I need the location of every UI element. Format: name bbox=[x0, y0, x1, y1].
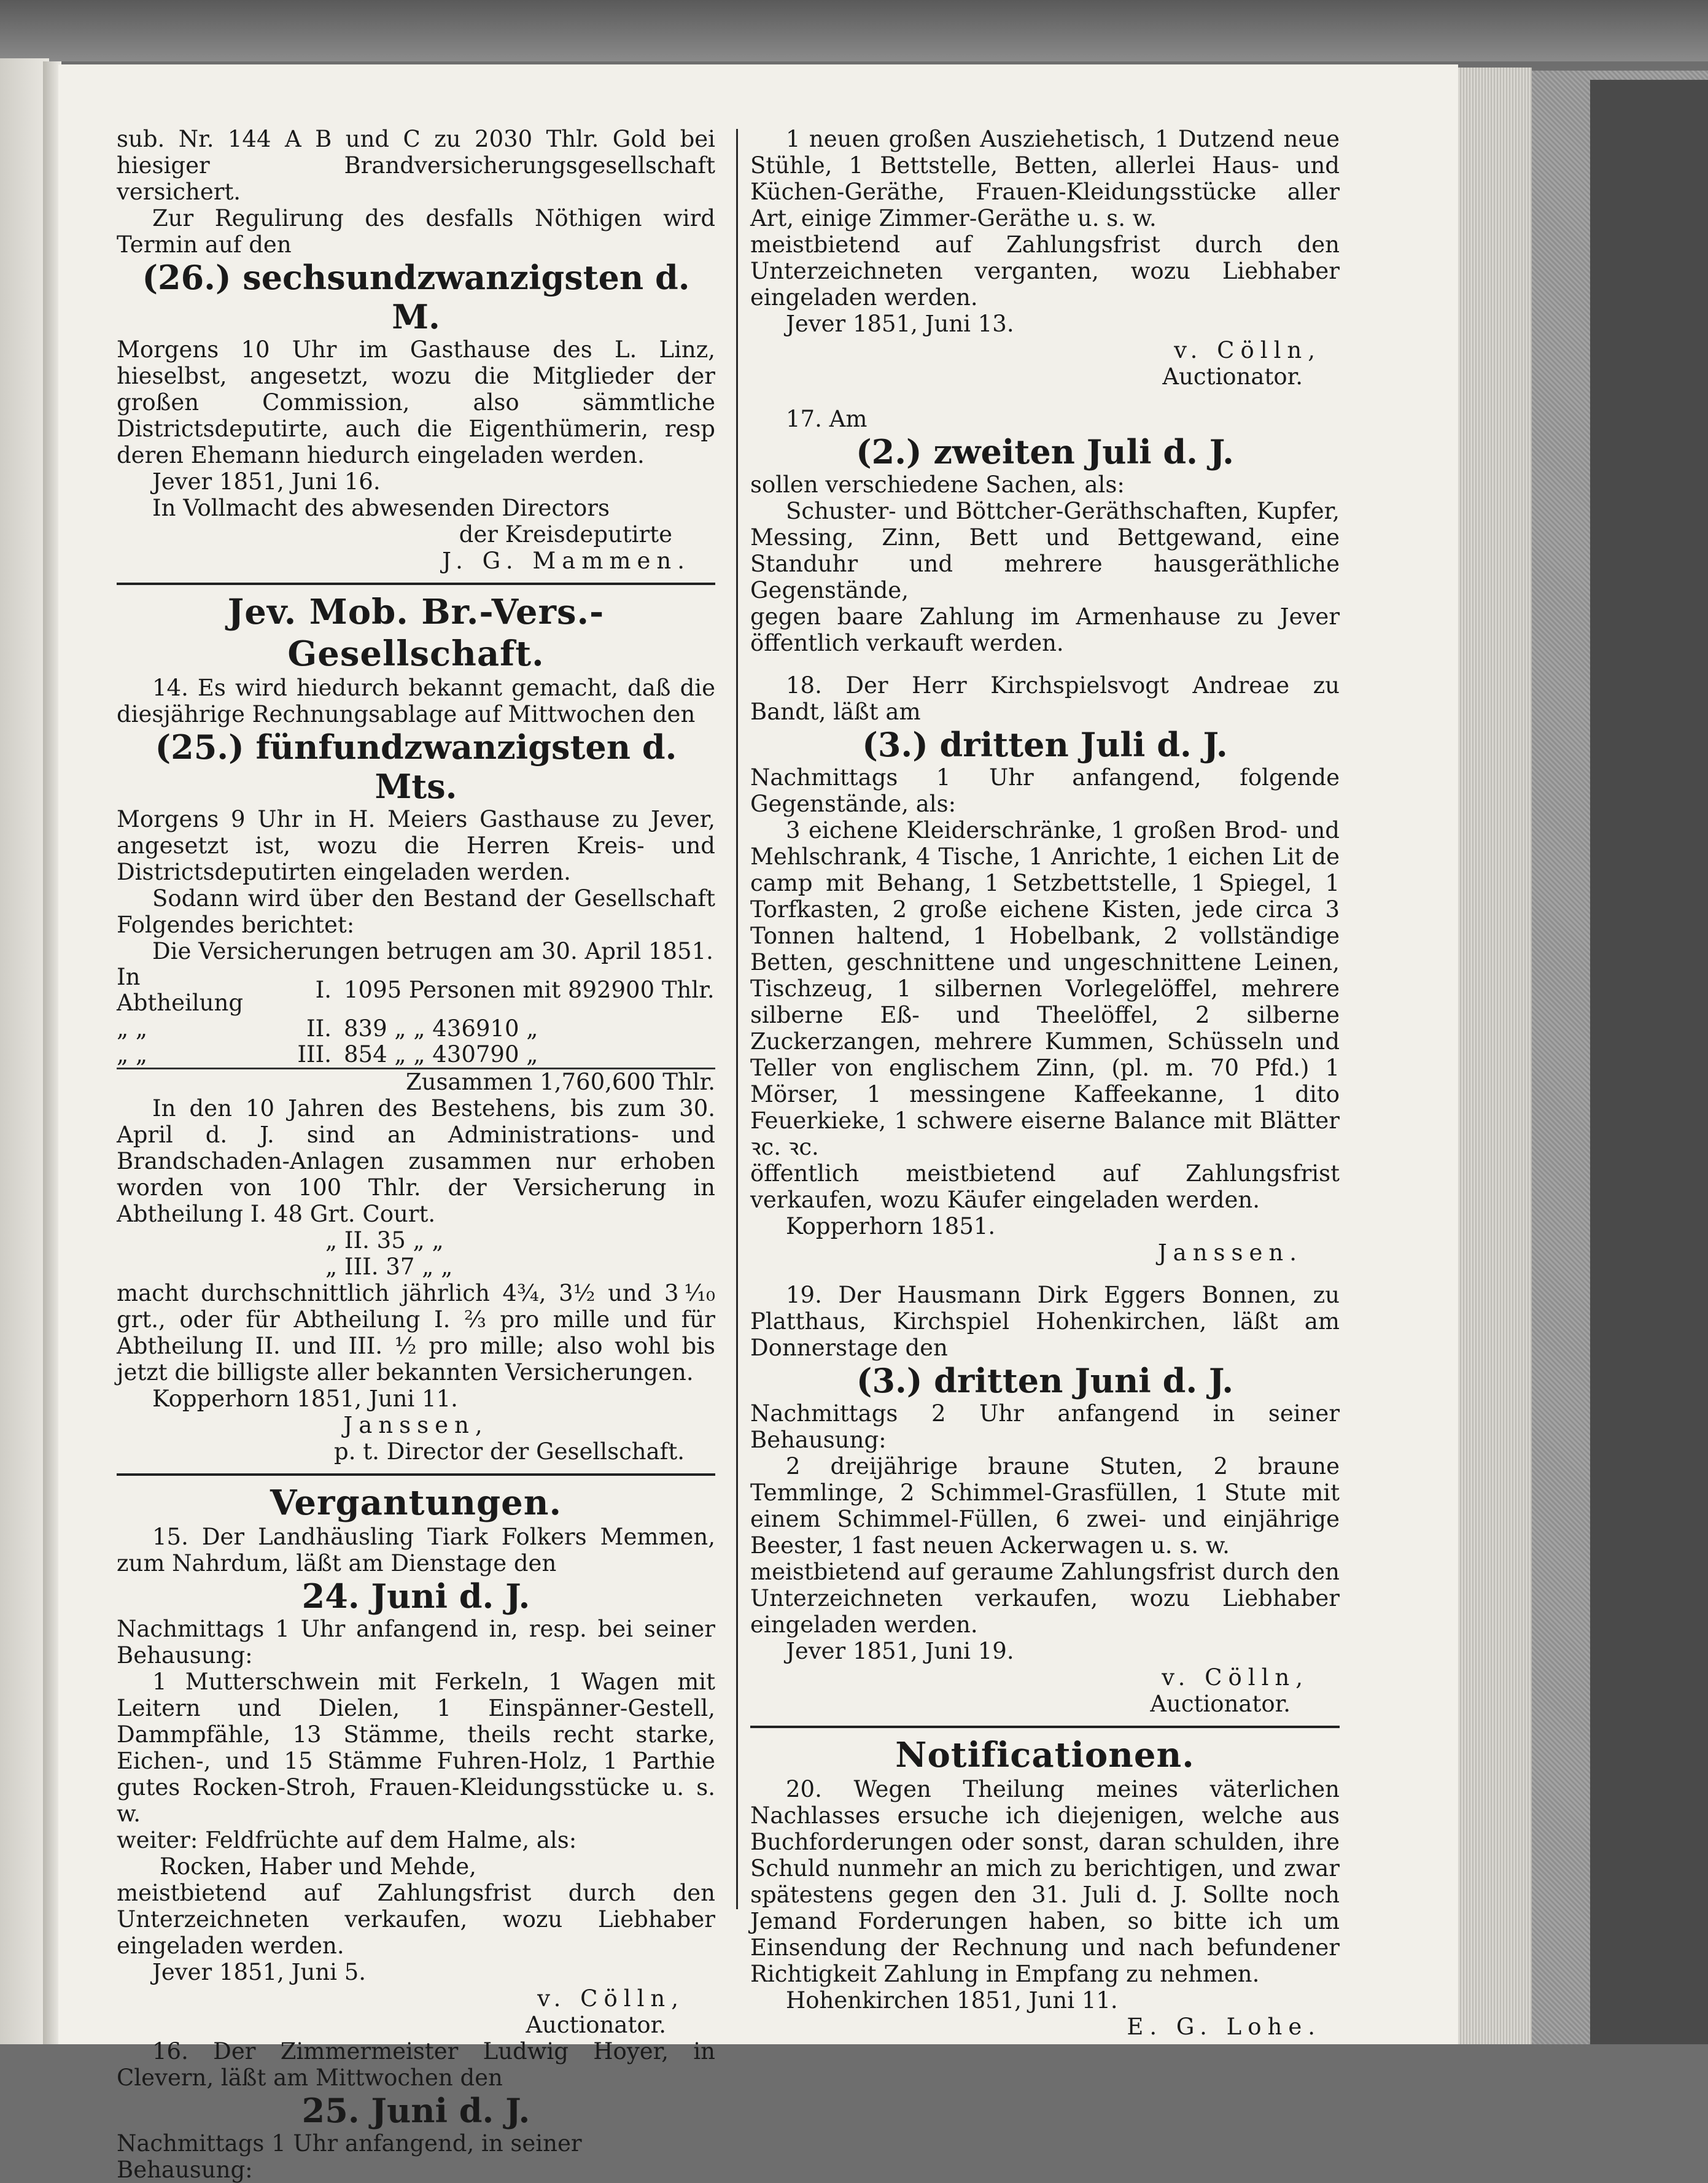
paragraph: gegen baare Zahlung im Armenhause zu Jever öffentlich verkauft werden. bbox=[750, 603, 1340, 656]
table-total: Zusammen 1,760,600 Thlr. bbox=[117, 1069, 715, 1096]
paragraph: „ III. 37 „ „ bbox=[325, 1254, 453, 1280]
table-row bbox=[117, 964, 715, 1016]
auction-date: 24. Juni d. J. bbox=[301, 1576, 530, 1616]
spacer bbox=[750, 1266, 1340, 1282]
spacer bbox=[750, 656, 1340, 672]
auction-date: (26.) sechsundzwanzigsten d. M. bbox=[142, 258, 690, 336]
signature-line: der Kreisdeputirte bbox=[459, 521, 672, 548]
paragraph: meistbietend auf Zahlungsfrist durch den Unterzeichneten verganten, wozu Liebhaber eingeladen werden. bbox=[750, 231, 1340, 311]
paragraph: Die Versicherungen betrugen am 30. April 1851. bbox=[152, 938, 713, 964]
signature-name: Janssen. bbox=[1157, 1239, 1303, 1266]
paragraph: 1 neuen großen Ausziehetisch, 1 Dutzend neue Stühle, 1 Bettstelle, Betten, allerlei Haus- und Küchen-Geräthe, Frauen-Kleidungsstücke aller Art, einige Zimmer-Geräthe u. s. w. bbox=[750, 126, 1340, 231]
signature-line: Auctionator. bbox=[526, 2012, 666, 2038]
paragraph: Nachmittags 2 Uhr anfangend in seiner Behausung: bbox=[750, 1400, 1340, 1453]
scan-background bbox=[0, 0, 1708, 61]
facing-page-edge bbox=[0, 58, 49, 2044]
paragraph: 3 eichene Kleiderschränke, 1 großen Brod- und Mehlschrank, 4 Tische, 1 Anrichte, 1 eichen Lit de camp mit Behang, 1 Setzbettstelle, 1 Spiegel, 1 Torfkasten, 2 große eichene Kisten, jede circa 3 Tonnen haltend, 1 Hobelbank, 2 vollständige Betten, geschnittene und ungeschnittene Leinen, Tischzeug, 1 silbernen Vorlegelöffel, mehrere silberne Eß- und Theelöffel, 2 silberne Zuckerzangen, mehrere Kummen, Schüsseln und Teller von englischem Zinn, (pl. m. 70 Pfd.) 1 Mörser, 1 messingene Kaffeekanne, 1 dito Feuerkieke, 1 schwere eiserne Balance mit Blätter ꝛc. ꝛc. bbox=[750, 817, 1340, 1160]
auction-date: (3.) dritten Juni d. J. bbox=[856, 1361, 1234, 1400]
signature-name: v. Cölln, bbox=[537, 1985, 685, 2012]
signature-name: v. Cölln, bbox=[1162, 1664, 1309, 1691]
paragraph: Rocken, Haber und Mehde, bbox=[160, 1853, 476, 1880]
table-cell: II. bbox=[306, 1015, 332, 1042]
table-cell: In Abtheilung bbox=[117, 964, 244, 1016]
scan-margin bbox=[1590, 80, 1708, 2044]
paragraph: meistbietend auf geraume Zahlungsfrist durch den Unterzeichneten verkaufen, wozu Liebhaber eingeladen werden. bbox=[750, 1559, 1340, 1638]
place-date: Kopperhorn 1851. bbox=[786, 1213, 996, 1239]
paragraph: 15. Der Landhäusling Tiark Folkers Memmen, zum Nahrdum, läßt am Dienstage den bbox=[117, 1524, 715, 1576]
paragraph: 1 Mutterschwein mit Ferkeln, 1 Wagen mit Leitern und Dielen, 1 Einspänner-Gestell, Dammpfähle, 13 Stämme, theils recht starke, Eichen-, und 15 Stämme Fuhren-Holz, 1 Parthie gutes Rocken-Stroh, Frauen-Kleidungsstücke u. s. w. bbox=[117, 1669, 715, 1827]
paragraph: sollen verschiedene Sachen, als: bbox=[750, 471, 1125, 498]
place-date: Hohenkirchen 1851, Juni 11. bbox=[786, 1987, 1118, 2014]
section-rule bbox=[117, 583, 715, 585]
paragraph: Nachmittags 1 Uhr anfangend, in seiner Behausung: bbox=[117, 2130, 582, 2183]
section-heading: Vergantungen. bbox=[270, 1483, 562, 1523]
insurance-table bbox=[117, 964, 715, 1095]
place-date: Jever 1851, Juni 5. bbox=[152, 1959, 367, 1985]
paragraph: sub. Nr. 144 A B und C zu 2030 Thlr. Gold bei hiesiger Brandversicherungsgesellschaft versichert. bbox=[117, 126, 715, 205]
paragraph: Morgens 10 Uhr im Gasthause des L. Linz, hieselbst, angesetzt, wozu die Mitglieder der großen Commission, also sämmtliche Districtsdeputirte, auch die Eigenthümerin, resp deren Ehemann hiedurch eingeladen werden. bbox=[117, 336, 715, 468]
table-cell: 1095 Personen mit 892900 Thlr. bbox=[344, 977, 715, 1003]
paragraph: 17. Am bbox=[786, 406, 868, 432]
left-column bbox=[117, 126, 715, 2183]
place-date: Kopperhorn 1851, Juni 11. bbox=[152, 1386, 458, 1412]
signature-name: v. Cölln, bbox=[1174, 337, 1321, 363]
paragraph: meistbietend auf Zahlungsfrist durch den Unterzeichneten verkaufen, wozu Liebhaber eingeladen werden. bbox=[117, 1880, 715, 1959]
table-row bbox=[117, 1069, 715, 1096]
table-row bbox=[117, 1042, 715, 1069]
paragraph: öffentlich meistbietend auf Zahlungsfrist verkaufen, wozu Käufer eingeladen werden. bbox=[750, 1160, 1340, 1213]
paragraph: Zur Regulirung des desfalls Nöthigen wird Termin auf den bbox=[117, 205, 715, 258]
auction-date: (3.) dritten Juli d. J. bbox=[862, 725, 1228, 764]
signature-name: Janssen, bbox=[343, 1412, 489, 1438]
paragraph: macht durchschnittlich jährlich 4¾, 3½ und 3⅒ grt., oder für Abtheilung I. ⅔ pro mille und für Abtheilung II. und III. ½ pro mille; also wohl bis jetzt die billigste aller bekannten Versicherungen. bbox=[117, 1280, 715, 1386]
signature-line: In Vollmacht des abwesenden Directors bbox=[152, 495, 610, 521]
spacer bbox=[750, 390, 1340, 406]
paragraph: Schuster- und Böttcher-Geräthschaften, Kupfer, Messing, Zinn, Bett und Bettgewand, eine Standuhr und mehrere hausgeräthliche Gegenstände, bbox=[750, 498, 1340, 603]
meeting-date: (25.) fünfundzwanzigsten d. Mts. bbox=[155, 727, 677, 806]
table-cell: 839 „ „ 436910 „ bbox=[344, 1015, 538, 1042]
section-rule bbox=[750, 1726, 1340, 1728]
signature-line: p. t. Director der Gesellschaft. bbox=[334, 1438, 685, 1465]
paragraph: Sodann wird über den Bestand der Gesellschaft Folgendes berichtet: bbox=[117, 885, 715, 938]
section-rule bbox=[117, 1473, 715, 1476]
auction-date: 25. Juni d. J. bbox=[301, 2091, 530, 2130]
table-cell: 854 „ „ 430790 „ bbox=[344, 1041, 538, 1068]
right-column bbox=[750, 126, 1340, 2040]
paragraph: Nachmittags 1 Uhr anfangend in, resp. bei seiner Behausung: bbox=[117, 1616, 715, 1669]
paragraph: 20. Wegen Theilung meines väterlichen Nachlasses ersuche ich diejenigen, welche aus Buchforderungen oder sonst, daran schulden, ihre Schuld nunmehr an mich zu berichtigen, und zwar spätestens gegen den 31. Juli d. J. Sollte noch Jemand Forderungen haben, so bitte ich um Einsendung der Rechnung und nach befundener Richtigkeit Zahlung in Empfang zu nehmen. bbox=[750, 1776, 1340, 1987]
place-date: Jever 1851, Juni 13. bbox=[786, 311, 1014, 337]
page-edges bbox=[1458, 68, 1532, 2044]
column-divider bbox=[736, 129, 738, 1909]
table-cell: I. bbox=[315, 977, 332, 1003]
table-cell: „ „ bbox=[117, 1015, 148, 1042]
signature-name: E. G. Lohe. bbox=[1127, 2014, 1321, 2040]
signature-line: Auctionator. bbox=[1150, 1691, 1291, 1717]
auction-date: (2.) zweiten Juli d. J. bbox=[856, 432, 1234, 471]
table-cell: „ „ bbox=[117, 1041, 148, 1068]
place-date: Jever 1851, Juni 19. bbox=[786, 1638, 1014, 1664]
paragraph: 18. Der Herr Kirchspielsvogt Andreae zu Bandt, läßt am bbox=[750, 672, 1340, 725]
signature-line: Auctionator. bbox=[1162, 363, 1303, 390]
section-heading: Notificationen. bbox=[895, 1735, 1195, 1775]
section-heading: Jev. Mob. Br.-Vers.-Gesellschaft. bbox=[227, 592, 605, 674]
place-date: Jever 1851, Juni 16. bbox=[152, 468, 381, 495]
table-cell: III. bbox=[297, 1041, 332, 1068]
paragraph: 2 dreijährige braune Stuten, 2 braune Temmlinge, 2 Schimmel-Grasfüllen, 1 Stute mit einem Schimmel-Füllen, 6 zwei- und einjährige Beester, 1 fast neuen Ackerwagen u. s. w. bbox=[750, 1453, 1340, 1559]
paragraph: weiter: Feldfrüchte auf dem Halme, als: bbox=[117, 1827, 577, 1853]
paragraph: „ II. 35 „ „ bbox=[325, 1227, 444, 1254]
paragraph: Morgens 9 Uhr in H. Meiers Gasthause zu Jever, angesetzt ist, wozu die Herren Kreis- und Districtsdeputirten eingeladen werden. bbox=[117, 806, 715, 885]
signature-name: J. G. Mammen. bbox=[442, 548, 691, 574]
table-row bbox=[117, 1016, 715, 1042]
paragraph: In den 10 Jahren des Bestehens, bis zum 30. April d. J. sind an Administrations- und Brandschaden-Anlagen zusammen nur erhoben worden von 100 Thlr. der Versicherung in Abtheilung I. 48 Grt. Court. bbox=[117, 1095, 715, 1227]
paragraph: 14. Es wird hiedurch bekannt gemacht, daß die diesjährige Rechnungsablage auf Mittwochen den bbox=[117, 675, 715, 727]
paragraph: Nachmittags 1 Uhr anfangend, folgende Gegenstände, als: bbox=[750, 764, 1340, 817]
paragraph: 16. Der Zimmermeister Ludwig Hoyer, in Clevern, läßt am Mittwochen den bbox=[117, 2038, 715, 2091]
paragraph: 19. Der Hausmann Dirk Eggers Bonnen, zu Platthaus, Kirchspiel Hohenkirchen, läßt am Donnerstage den bbox=[750, 1282, 1340, 1361]
